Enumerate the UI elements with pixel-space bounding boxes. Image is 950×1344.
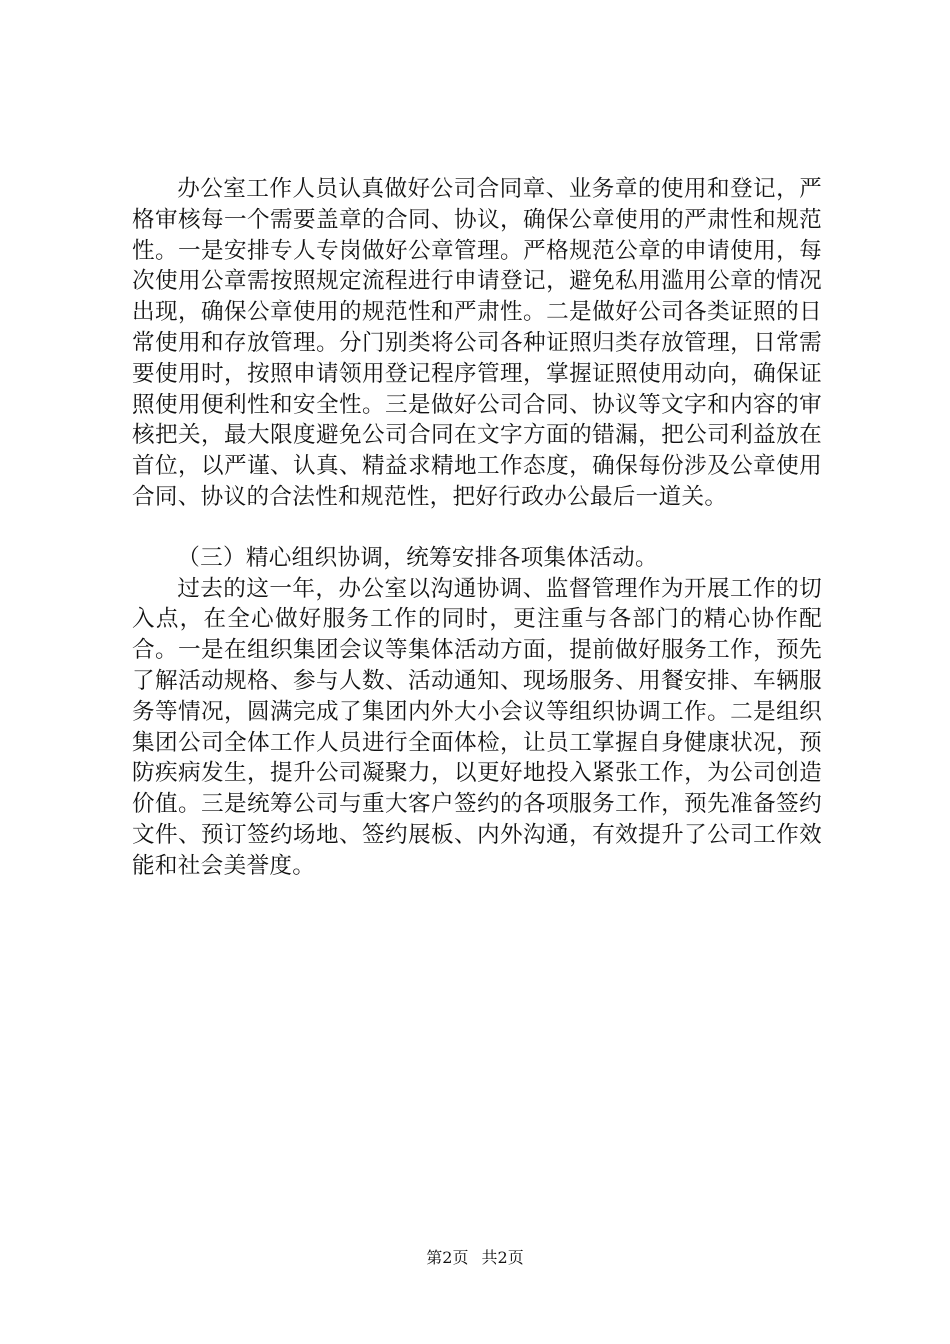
page-number: 第2页 xyxy=(426,1248,469,1267)
document-body xyxy=(132,174,822,882)
paragraph-seal-management: 办公室工作人员认真做好公司合同章、业务章的使用和登记，严格审核每一个需要盖章的合同、协议，确保公章使用的严肃性和规范性。一是安排专人专岗做好公章管理。严格规范公章的申请使用，每次使用公章需按照规定流程进行申请登记，避免私用滥用公章的情况出现，确保公章使用的规范性和严肃性。二是做好公司各类证照的日常使用和存放管理。分门别类将公司各种证照归类存放管理，日常需要使用时，按照申请领用登记程序管理，掌握证照使用动向，确保证照使用便利性和安全性。三是做好公司合同、协议等文字和内容的审核把关，最大限度避免公司合同在文字方面的错漏，把公司利益放在首位，以严谨、认真、精益求精地工作态度，确保每份涉及公章使用合同、协议的合法性和规范性，把好行政办公最后一道关。 xyxy=(132,176,822,510)
paragraph-coordination: 过去的这一年，办公室以沟通协调、监督管理作为开展工作的切入点，在全心做好服务工作的同时，更注重与各部门的精心协作配合。一是在组织集团会议等集体活动方面，提前做好服务工作，预先了解活动规格、参与人数、活动通知、现场服务、用餐安排、车辆服务等情况，圆满完成了集团内外大小会议等组织协调工作。二是组织集团公司全体工作人员进行全面体检，让员工掌握自身健康状况，预防疾病发生，提升公司凝聚力，以更好地投入紧张工作，为公司创造价值。三是统筹公司与重大客户签约的各项服务工作，预先准备签约文件、预订签约场地、签约展板、内外沟通，有效提升了公司工作效能和社会美誉度。 xyxy=(132,575,822,879)
section-heading-3: （三）精心组织协调，统筹安排各项集体活动。 xyxy=(177,544,658,571)
page-total: 共2页 xyxy=(481,1248,524,1267)
page-footer xyxy=(0,1245,950,1268)
